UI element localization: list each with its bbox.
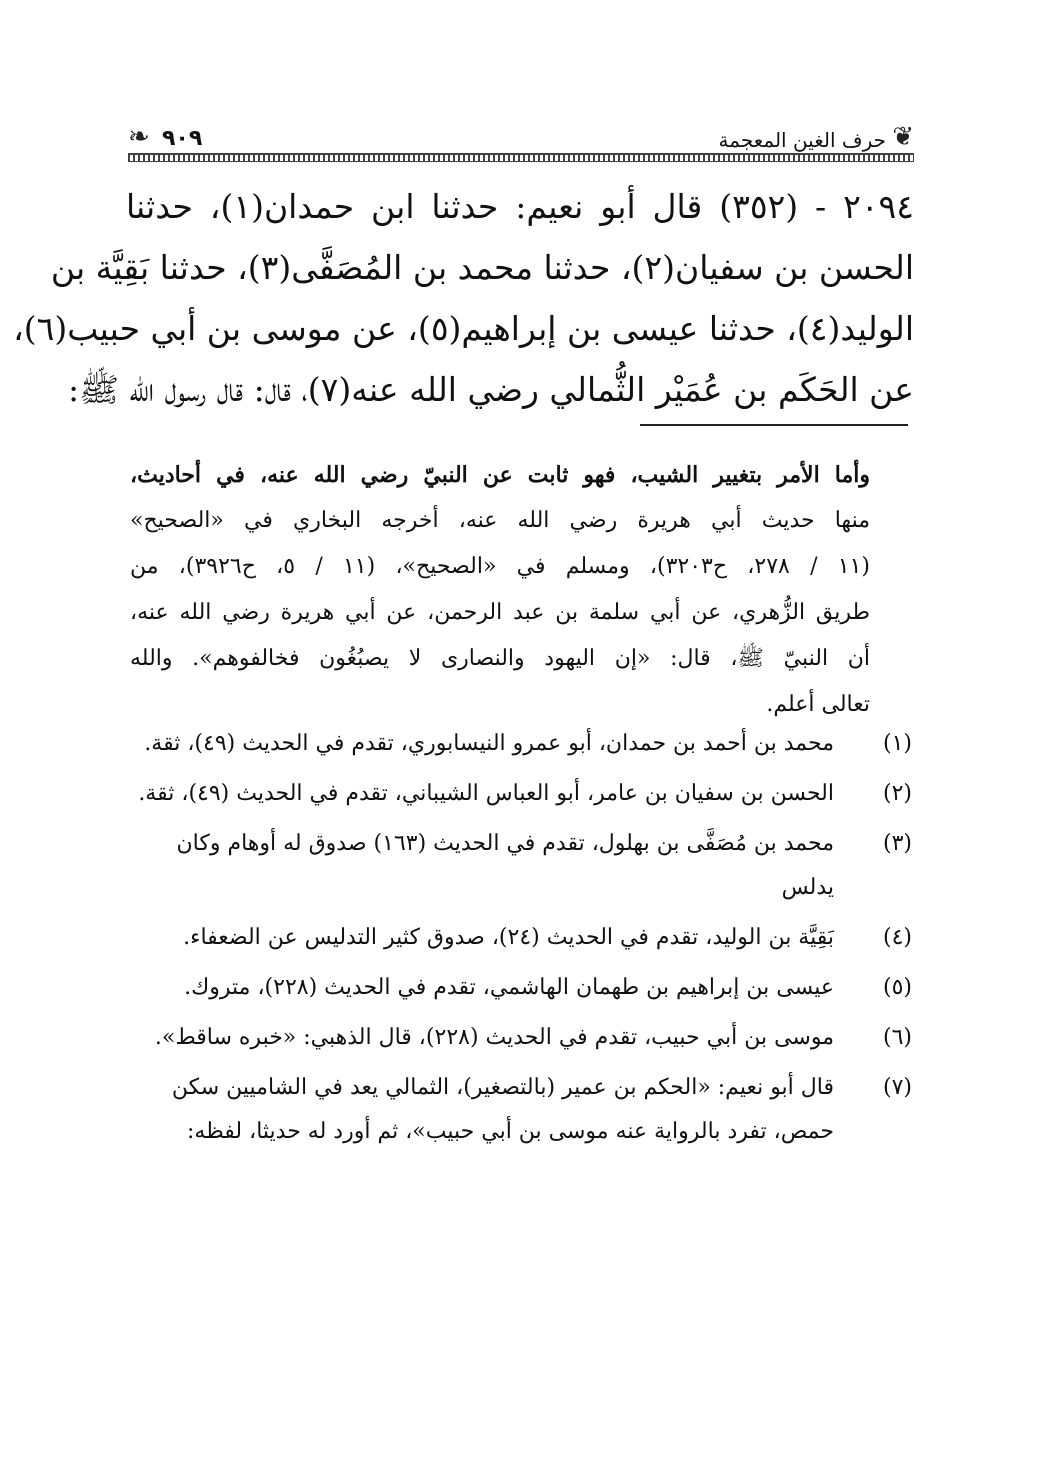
hadith-line: الحسن بن سفيان(٢)، حدثنا محمد بن المُصَفَّى(٣)، حدثنا بَقِيَّة بن: [50, 248, 914, 287]
footnote-number: (٦): [882, 1025, 912, 1050]
footnotes-list: [130, 722, 912, 1160]
footnote-separator: [640, 424, 908, 426]
hadith-line: الوليد(٤)، حدثنا عيسى بن إبراهيم(٥)، عن موسى بن أبي حبيب(٦)،: [13, 309, 914, 348]
footnote-number: (٣): [882, 831, 912, 856]
hadith-line: عن الحَكَم بن عُمَيْر الثُّمالي رضي الله عنه(٧)، قال: قال رسول الله ﷺ:: [67, 370, 914, 409]
header-rule: [128, 153, 914, 162]
footnote-text: الحسن بن سفيان بن عامر، أبو العباس الشيباني، تقدم في الحديث (٤٩)، ثقة.: [138, 781, 834, 806]
page-number: ٩٠٩: [162, 126, 203, 151]
hadith-line: ٢٠٩٤ - (٣٥٢) قال أبو نعيم: حدثنا ابن حمدان(١)، حدثنا: [126, 187, 915, 226]
continuation-line: تعالى أعلم.: [766, 692, 870, 717]
footnote-number: (٧): [882, 1075, 912, 1100]
footnote-text: محمد بن أحمد بن حمدان، أبو عمرو النيسابوري، تقدم في الحديث (٤٩)، ثقة.: [144, 731, 834, 756]
page-header: [128, 118, 914, 162]
footnote-item: [130, 822, 912, 910]
footnote-number: (١): [882, 731, 912, 756]
footnote-text: محمد بن مُصَفَّى بن بهلول، تقدم في الحديث (١٦٣) صدوق له أوهام وكان يدلس: [176, 831, 834, 900]
footnote-continuation: [130, 452, 870, 728]
footnote-item: [130, 916, 912, 960]
footnote-item: [130, 722, 912, 766]
footnote-text: عيسى بن إبراهيم بن طهمان الهاشمي، تقدم في الحديث (٢٢٨)، متروك.: [184, 975, 834, 1000]
footnote-text: موسى بن أبي حبيب، تقدم في الحديث (٢٢٨)، قال الذهبي: «خبره ساقط».: [154, 1025, 834, 1050]
ornament-left-icon: ❧: [128, 122, 150, 152]
footnote-item: [130, 966, 912, 1010]
footnote-number: (٤): [882, 925, 912, 950]
continuation-line: منها حديث أبي هريرة رضي الله عنه، أخرجه البخاري في «الصحيح»: [130, 508, 870, 533]
footnote-item: [130, 1066, 912, 1154]
continuation-line: أن النبيّ ﷺ، قال: «إن اليهود والنصارى لا يصبُغُون فخالفوهم». والله: [130, 646, 870, 671]
continuation-line: (١١ / ٢٧٨، ح٣٢٠٣)، ومسلم في «الصحيح»، (١١ / ٥، ح٣٩٢٦)، من: [130, 554, 870, 579]
continuation-line: وأما الأمر بتغيير الشيب، فهو ثابت عن النبيّ رضي الله عنه، في أحاديث،: [130, 462, 870, 488]
footnote-item: [130, 1016, 912, 1060]
footnote-text: بَقِيَّة بن الوليد، تقدم في الحديث (٢٤)، صدوق كثير التدليس عن الضعفاء.: [183, 925, 834, 950]
continuation-line: طريق الزُّهري، عن أبي سلمة بن عبد الرحمن، عن أبي هريرة رضي الله عنه،: [130, 600, 870, 625]
footnote-number: (٢): [882, 781, 912, 806]
footnote-item: [130, 772, 912, 816]
footnote-number: (٥): [882, 975, 912, 1000]
ornament-right-icon: ❦: [892, 122, 914, 152]
hadith-text: [13, 176, 915, 420]
footnote-text: قال أبو نعيم: «الحكم بن عمير (بالتصغير)، الثمالي يعد في الشاميين سكن حمص، تفرد بالرواية عنه موسى بن أبي حبيب»، ثم أورد له حديثا، لفظه:: [171, 1075, 834, 1144]
chapter-title: حرف الغين المعجمة: [718, 128, 886, 152]
